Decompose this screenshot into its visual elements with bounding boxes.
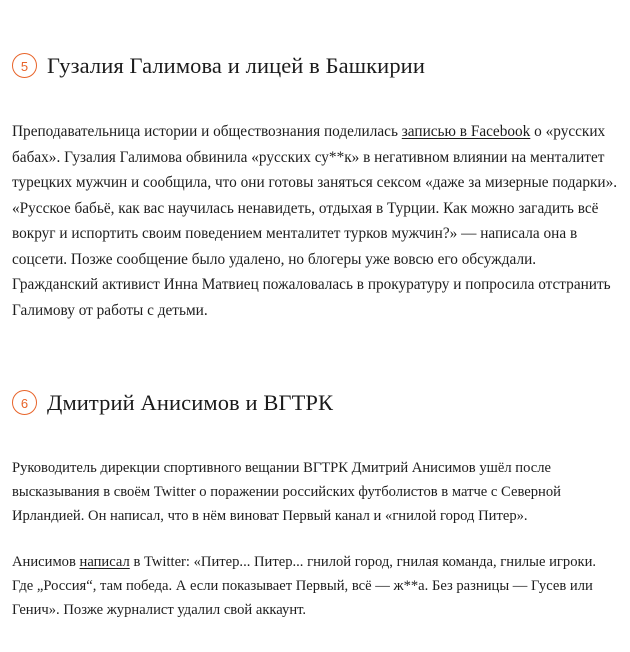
section-title: Гузалия Галимова и лицей в Башкирии — [47, 52, 425, 78]
facebook-post-link[interactable]: записью в Facebook — [401, 123, 531, 141]
article-section-5 — [12, 34, 618, 323]
paragraph — [12, 550, 618, 622]
paragraph-text-pre: Анисимов — [12, 554, 80, 571]
section-heading-row — [12, 34, 618, 97]
paragraph — [12, 119, 618, 323]
section-number-badge: 6 — [12, 390, 37, 415]
twitter-post-link[interactable]: написал — [79, 554, 130, 571]
section-number-badge: 5 — [12, 53, 37, 78]
section-heading-row — [12, 371, 618, 434]
paragraph-text-pre: Преподавательница истории и обществознания поделилась — [12, 123, 402, 141]
paragraph-text-post: о «русских бабах». Гузалия Галимова обвинила «русских су**к» в негативном влиянии на менталитет турецких мужчин и сообщила, что они готовы заняться сексом «даже за мизерные подарки». «Русское бабьё, как вас научилась ненавидеть, отдыхая в Турции. Как можно загадить всё вокруг и испортить своим поведением менталитет турков мужчин?» — написала она в соцсети. Позже сообщение было удалено, но блогеры уже вовсю его обсуждали. Гражданский активист Инна Матвиец пожаловалась в прокуратуру и попросила отстранить Галимову от работы с детьми. — [12, 123, 618, 319]
paragraph-text-pre: Руководитель дирекции спортивного вещании ВГТРК Дмитрий Анисимов ушёл после высказывания в своём Twitter о поражении российских футболистов в матче с Северной Ирландией. Он написал, что в нём виноват Первый канал и «гнилой город Питер». — [12, 460, 561, 525]
paragraph — [12, 456, 618, 528]
paragraph-text-post: в Twitter: «Питер... Питер... гнилой город, гнилая команда, гнилые игроки. Где „Россия“, там победа. А если показывает Первый, всё — ж**а. Без разницы — Гусев или Генич». Позже журналист удалил свой аккаунт. — [12, 554, 597, 619]
article-section-6 — [12, 371, 618, 622]
section-title: Дмитрий Анисимов и ВГТРК — [47, 389, 334, 415]
